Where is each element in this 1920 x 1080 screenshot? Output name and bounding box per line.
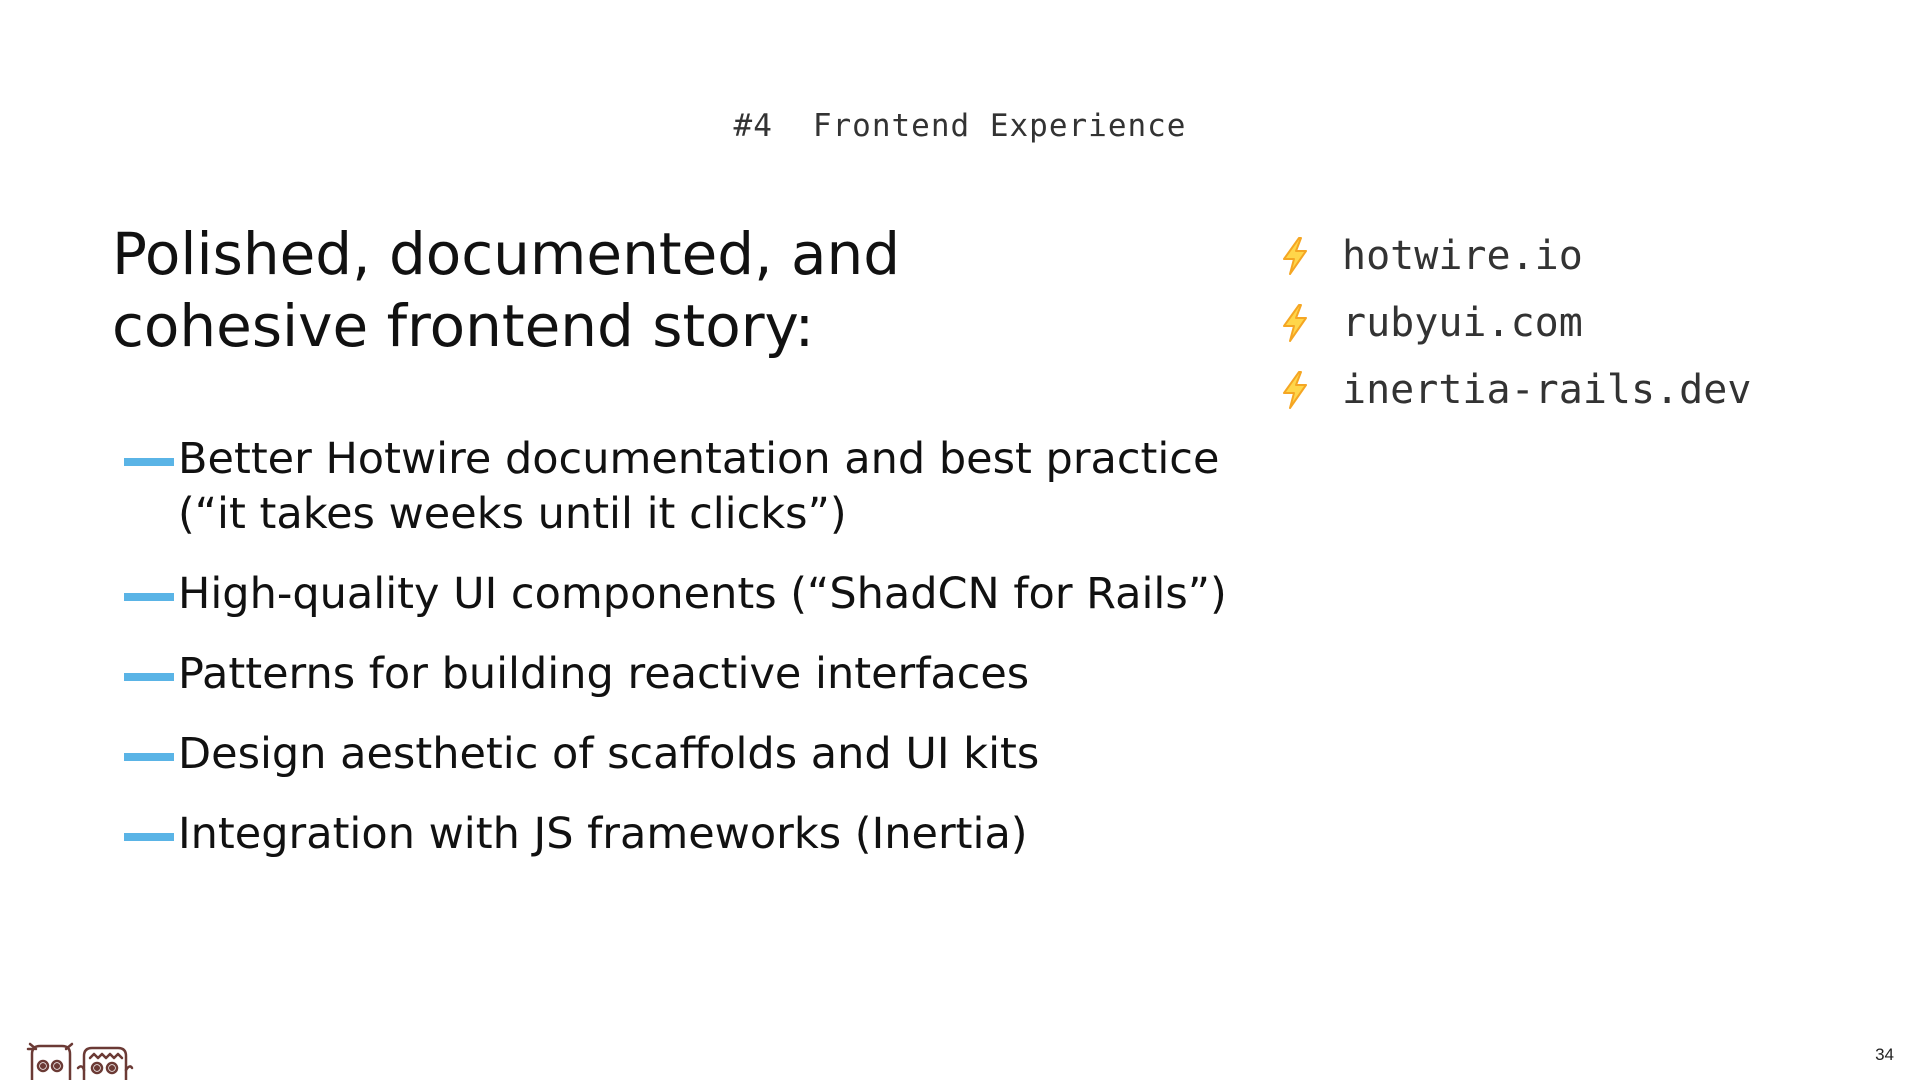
link-label[interactable]: inertia-rails.dev (1342, 366, 1752, 413)
bullet-dash-icon (124, 753, 174, 761)
bullet-text: Design aesthetic of scaffolds and UI kits (178, 729, 1040, 779)
page-number: 34 (1875, 1045, 1894, 1064)
lightning-bolt-icon (1278, 236, 1312, 276)
owl-mascots-logo (26, 1036, 136, 1080)
heading-line-1: Polished, documented, and (112, 220, 901, 288)
bullet-item (120, 807, 1280, 862)
link-list (1278, 222, 1751, 423)
bullet-item (120, 567, 1280, 622)
bullet-dash-icon (124, 458, 174, 466)
bullet-dash-icon (124, 593, 174, 601)
lightning-bolt-icon (1278, 370, 1312, 410)
link-item-inertia-rails[interactable] (1278, 356, 1751, 423)
lightning-bolt-icon (1278, 303, 1312, 343)
bullet-text: High-quality UI components (“ShadCN for Rails”) (178, 569, 1227, 619)
bullet-item (120, 647, 1280, 702)
link-item-hotwire[interactable] (1278, 222, 1751, 289)
bullet-item (120, 432, 1280, 542)
section-title: Frontend Experience (812, 108, 1187, 144)
link-label[interactable]: hotwire.io (1342, 232, 1583, 279)
section-number: #4 (733, 108, 773, 144)
section-label (0, 108, 1920, 144)
bullet-text: Patterns for building reactive interfaces (178, 649, 1030, 699)
bullet-dash-icon (124, 833, 174, 841)
bullet-text: Integration with JS frameworks (Inertia) (178, 809, 1028, 859)
bullet-dash-icon (124, 673, 174, 681)
slide-heading (112, 218, 1212, 362)
bullet-item (120, 727, 1280, 782)
link-item-rubyui[interactable] (1278, 289, 1751, 356)
heading-line-2: cohesive frontend story: (112, 292, 815, 360)
bullet-list (120, 432, 1280, 887)
bullet-text: Better Hotwire documentation and best practice (“it takes weeks until it clicks”) (178, 434, 1220, 539)
link-label[interactable]: rubyui.com (1342, 299, 1583, 346)
